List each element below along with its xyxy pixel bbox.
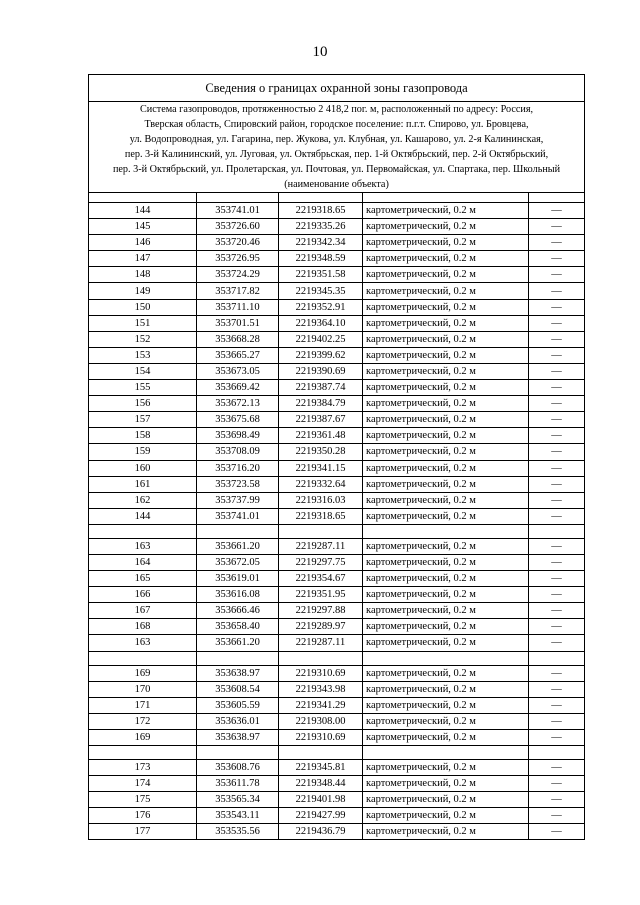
y-coordinate-cell: 2219361.48 [279, 428, 363, 444]
column-header-cell [363, 193, 529, 203]
empty-cell [529, 524, 585, 538]
x-coordinate-cell: 353741.01 [197, 203, 279, 219]
y-coordinate-cell: 2219348.59 [279, 251, 363, 267]
method-accuracy-cell: картометрический, 0.2 м [363, 412, 529, 428]
x-coordinate-cell: 353535.56 [197, 824, 279, 840]
method-accuracy-cell: картометрический, 0.2 м [363, 713, 529, 729]
method-accuracy-cell: картометрический, 0.2 м [363, 681, 529, 697]
method-accuracy-cell: картометрический, 0.2 м [363, 251, 529, 267]
method-accuracy-cell: картометрический, 0.2 м [363, 554, 529, 570]
table-row [89, 492, 585, 508]
empty-cell [529, 746, 585, 760]
table-row [89, 428, 585, 444]
description-dash-cell: — [529, 315, 585, 331]
description-dash-cell: — [529, 203, 585, 219]
description-dash-cell: — [529, 299, 585, 315]
table-row [89, 824, 585, 840]
point-number-cell: 161 [89, 476, 197, 492]
description-dash-cell: — [529, 665, 585, 681]
method-accuracy-cell: картометрический, 0.2 м [363, 267, 529, 283]
description-line: пер. 3-й Калининский, ул. Луговая, ул. Октябрьская, пер. 1-й Октябрьский, пер. 2-й Октябрьский, [124, 149, 549, 160]
description-dash-cell: — [529, 571, 585, 587]
y-coordinate-cell: 2219345.35 [279, 283, 363, 299]
table-row [89, 299, 585, 315]
table-row [89, 347, 585, 363]
description-dash-cell: — [529, 347, 585, 363]
empty-cell [197, 651, 279, 665]
description-dash-cell: — [529, 603, 585, 619]
y-coordinate-cell: 2219310.69 [279, 665, 363, 681]
table-row [89, 267, 585, 283]
table-body [89, 75, 585, 840]
description-dash-cell: — [529, 635, 585, 651]
y-coordinate-cell: 2219318.65 [279, 203, 363, 219]
description-dash-cell: — [529, 428, 585, 444]
description-line: Система газопроводов, протяженностью 2 418,2 пог. м, расположенный по адресу: Россия, [139, 104, 534, 115]
method-accuracy-cell: картометрический, 0.2 м [363, 571, 529, 587]
y-coordinate-cell: 2219287.11 [279, 538, 363, 554]
y-coordinate-cell: 2219289.97 [279, 619, 363, 635]
point-number-cell: 155 [89, 380, 197, 396]
point-number-cell: 145 [89, 219, 197, 235]
method-accuracy-cell: картометрический, 0.2 м [363, 219, 529, 235]
y-coordinate-cell: 2219348.44 [279, 776, 363, 792]
y-coordinate-cell: 2219310.69 [279, 729, 363, 745]
y-coordinate-cell: 2219297.88 [279, 603, 363, 619]
y-coordinate-cell: 2219308.00 [279, 713, 363, 729]
point-number-cell: 144 [89, 203, 197, 219]
x-coordinate-cell: 353720.46 [197, 235, 279, 251]
method-accuracy-cell: картометрический, 0.2 м [363, 824, 529, 840]
x-coordinate-cell: 353669.42 [197, 380, 279, 396]
description-dash-cell: — [529, 681, 585, 697]
x-coordinate-cell: 353675.68 [197, 412, 279, 428]
object-caption: (наименование объекта) [284, 179, 389, 190]
empty-cell [363, 651, 529, 665]
method-accuracy-cell: картометрический, 0.2 м [363, 380, 529, 396]
description-dash-cell: — [529, 760, 585, 776]
x-coordinate-cell: 353668.28 [197, 331, 279, 347]
column-header-cell [89, 193, 197, 203]
point-number-cell: 147 [89, 251, 197, 267]
y-coordinate-cell: 2219351.58 [279, 267, 363, 283]
point-number-cell: 169 [89, 665, 197, 681]
description-dash-cell: — [529, 331, 585, 347]
table-row [89, 697, 585, 713]
description-dash-cell: — [529, 554, 585, 570]
x-coordinate-cell: 353605.59 [197, 697, 279, 713]
y-coordinate-cell: 2219384.79 [279, 396, 363, 412]
x-coordinate-cell: 353665.27 [197, 347, 279, 363]
empty-cell [279, 524, 363, 538]
page-number: 10 [312, 44, 328, 60]
x-coordinate-cell: 353608.54 [197, 681, 279, 697]
method-accuracy-cell: картометрический, 0.2 м [363, 635, 529, 651]
point-number-cell: 177 [89, 824, 197, 840]
x-coordinate-cell: 353565.34 [197, 792, 279, 808]
description-line: Тверская область, Спировский район, городское поселение: п.г.т. Спирово, ул. Бровцева, [144, 119, 529, 130]
table-title: Сведения о границах охранной зоны газопровода [89, 75, 585, 102]
description-dash-cell: — [529, 396, 585, 412]
table-row [89, 331, 585, 347]
description-dash-cell: — [529, 251, 585, 267]
empty-cell [279, 746, 363, 760]
description-dash-cell: — [529, 283, 585, 299]
description-dash-cell: — [529, 619, 585, 635]
y-coordinate-cell: 2219401.98 [279, 792, 363, 808]
table-row [89, 713, 585, 729]
method-accuracy-cell: картометрический, 0.2 м [363, 347, 529, 363]
empty-cell [197, 524, 279, 538]
description-line: ул. Водопроводная, ул. Гагарина, пер. Жукова, ул. Клубная, ул. Кашарово, ул. 2-я Калининская, [129, 134, 544, 145]
x-coordinate-cell: 353711.10 [197, 299, 279, 315]
method-accuracy-cell: картометрический, 0.2 м [363, 729, 529, 745]
y-coordinate-cell: 2219390.69 [279, 363, 363, 379]
method-accuracy-cell: картометрический, 0.2 м [363, 665, 529, 681]
table-row [89, 412, 585, 428]
x-coordinate-cell: 353726.95 [197, 251, 279, 267]
point-number-cell: 158 [89, 428, 197, 444]
point-number-cell: 153 [89, 347, 197, 363]
x-coordinate-cell: 353658.40 [197, 619, 279, 635]
x-coordinate-cell: 353661.20 [197, 635, 279, 651]
method-accuracy-cell: картометрический, 0.2 м [363, 538, 529, 554]
point-number-cell: 166 [89, 587, 197, 603]
point-number-cell: 175 [89, 792, 197, 808]
description-dash-cell: — [529, 538, 585, 554]
description-dash-cell: — [529, 476, 585, 492]
method-accuracy-cell: картометрический, 0.2 м [363, 776, 529, 792]
description-dash-cell: — [529, 713, 585, 729]
method-accuracy-cell: картометрический, 0.2 м [363, 808, 529, 824]
method-accuracy-cell: картометрический, 0.2 м [363, 428, 529, 444]
x-coordinate-cell: 353698.49 [197, 428, 279, 444]
point-number-cell: 157 [89, 412, 197, 428]
table-row [89, 315, 585, 331]
y-coordinate-cell: 2219387.67 [279, 412, 363, 428]
x-coordinate-cell: 353619.01 [197, 571, 279, 587]
y-coordinate-cell: 2219399.62 [279, 347, 363, 363]
x-coordinate-cell: 353608.76 [197, 760, 279, 776]
x-coordinate-cell: 353708.09 [197, 444, 279, 460]
y-coordinate-cell: 2219387.74 [279, 380, 363, 396]
description-dash-cell: — [529, 444, 585, 460]
method-accuracy-cell: картометрический, 0.2 м [363, 603, 529, 619]
y-coordinate-cell: 2219364.10 [279, 315, 363, 331]
description-dash-cell: — [529, 235, 585, 251]
method-accuracy-cell: картометрический, 0.2 м [363, 299, 529, 315]
separator-row [89, 746, 585, 760]
x-coordinate-cell: 353543.11 [197, 808, 279, 824]
y-coordinate-cell: 2219297.75 [279, 554, 363, 570]
x-coordinate-cell: 353616.08 [197, 587, 279, 603]
description-dash-cell: — [529, 508, 585, 524]
y-coordinate-cell: 2219318.65 [279, 508, 363, 524]
description-dash-cell: — [529, 267, 585, 283]
table-row [89, 619, 585, 635]
method-accuracy-cell: картометрический, 0.2 м [363, 697, 529, 713]
description-dash-cell: — [529, 697, 585, 713]
point-number-cell: 169 [89, 729, 197, 745]
description-dash-cell: — [529, 492, 585, 508]
table-row [89, 460, 585, 476]
method-accuracy-cell: картометрический, 0.2 м [363, 492, 529, 508]
table-row [89, 635, 585, 651]
column-header-row [89, 193, 585, 203]
description-dash-cell: — [529, 460, 585, 476]
description-dash-cell: — [529, 729, 585, 745]
separator-row [89, 524, 585, 538]
x-coordinate-cell: 353737.99 [197, 492, 279, 508]
x-coordinate-cell: 353724.29 [197, 267, 279, 283]
y-coordinate-cell: 2219341.29 [279, 697, 363, 713]
point-number-cell: 176 [89, 808, 197, 824]
description-dash-cell: — [529, 412, 585, 428]
description-line: пер. 3-й Октябрьский, ул. Пролетарская, ул. Почтовая, ул. Первомайская, ул. Спартака, пер. Школьный [112, 164, 561, 175]
point-number-cell: 149 [89, 283, 197, 299]
description-dash-cell: — [529, 808, 585, 824]
point-number-cell: 150 [89, 299, 197, 315]
y-coordinate-cell: 2219342.34 [279, 235, 363, 251]
y-coordinate-cell: 2219351.95 [279, 587, 363, 603]
y-coordinate-cell: 2219354.67 [279, 571, 363, 587]
method-accuracy-cell: картометрический, 0.2 м [363, 587, 529, 603]
table-row [89, 554, 585, 570]
table-row [89, 283, 585, 299]
method-accuracy-cell: картометрический, 0.2 м [363, 460, 529, 476]
empty-cell [89, 746, 197, 760]
method-accuracy-cell: картометрический, 0.2 м [363, 203, 529, 219]
table-row [89, 792, 585, 808]
table-row [89, 396, 585, 412]
empty-cell [363, 746, 529, 760]
method-accuracy-cell: картометрический, 0.2 м [363, 363, 529, 379]
description-dash-cell: — [529, 380, 585, 396]
empty-cell [529, 651, 585, 665]
empty-cell [363, 524, 529, 538]
point-number-cell: 163 [89, 538, 197, 554]
x-coordinate-cell: 353672.05 [197, 554, 279, 570]
y-coordinate-cell: 2219343.98 [279, 681, 363, 697]
table-row [89, 235, 585, 251]
point-number-cell: 159 [89, 444, 197, 460]
method-accuracy-cell: картометрический, 0.2 м [363, 283, 529, 299]
point-number-cell: 170 [89, 681, 197, 697]
x-coordinate-cell: 353701.51 [197, 315, 279, 331]
table-row [89, 219, 585, 235]
method-accuracy-cell: картометрический, 0.2 м [363, 396, 529, 412]
point-number-cell: 165 [89, 571, 197, 587]
point-number-cell: 154 [89, 363, 197, 379]
point-number-cell: 146 [89, 235, 197, 251]
table-row [89, 681, 585, 697]
x-coordinate-cell: 353716.20 [197, 460, 279, 476]
table-row [89, 776, 585, 792]
y-coordinate-cell: 2219335.26 [279, 219, 363, 235]
point-number-cell: 148 [89, 267, 197, 283]
y-coordinate-cell: 2219352.91 [279, 299, 363, 315]
table-row [89, 760, 585, 776]
point-number-cell: 172 [89, 713, 197, 729]
x-coordinate-cell: 353741.01 [197, 508, 279, 524]
table-row [89, 808, 585, 824]
y-coordinate-cell: 2219427.99 [279, 808, 363, 824]
method-accuracy-cell: картометрический, 0.2 м [363, 444, 529, 460]
column-header-cell [529, 193, 585, 203]
description-row [89, 102, 585, 193]
y-coordinate-cell: 2219402.25 [279, 331, 363, 347]
separator-row [89, 651, 585, 665]
title-row [89, 75, 585, 102]
y-coordinate-cell: 2219436.79 [279, 824, 363, 840]
method-accuracy-cell: картометрический, 0.2 м [363, 508, 529, 524]
table-row [89, 665, 585, 681]
point-number-cell: 156 [89, 396, 197, 412]
y-coordinate-cell: 2219341.15 [279, 460, 363, 476]
table-row [89, 508, 585, 524]
table-row [89, 538, 585, 554]
method-accuracy-cell: картометрический, 0.2 м [363, 315, 529, 331]
description-dash-cell: — [529, 792, 585, 808]
point-number-cell: 163 [89, 635, 197, 651]
x-coordinate-cell: 353611.78 [197, 776, 279, 792]
x-coordinate-cell: 353673.05 [197, 363, 279, 379]
x-coordinate-cell: 353636.01 [197, 713, 279, 729]
table-row [89, 363, 585, 379]
point-number-cell: 152 [89, 331, 197, 347]
description-dash-cell: — [529, 824, 585, 840]
table-row [89, 603, 585, 619]
method-accuracy-cell: картометрический, 0.2 м [363, 331, 529, 347]
point-number-cell: 160 [89, 460, 197, 476]
x-coordinate-cell: 353638.97 [197, 665, 279, 681]
table-row [89, 587, 585, 603]
method-accuracy-cell: картометрический, 0.2 м [363, 792, 529, 808]
description-dash-cell: — [529, 363, 585, 379]
table-row [89, 251, 585, 267]
y-coordinate-cell: 2219316.03 [279, 492, 363, 508]
method-accuracy-cell: картометрический, 0.2 м [363, 235, 529, 251]
empty-cell [197, 746, 279, 760]
x-coordinate-cell: 353661.20 [197, 538, 279, 554]
table-row [89, 444, 585, 460]
point-number-cell: 151 [89, 315, 197, 331]
description-dash-cell: — [529, 219, 585, 235]
y-coordinate-cell: 2219345.81 [279, 760, 363, 776]
description-dash-cell: — [529, 776, 585, 792]
point-number-cell: 171 [89, 697, 197, 713]
point-number-cell: 167 [89, 603, 197, 619]
x-coordinate-cell: 353666.46 [197, 603, 279, 619]
x-coordinate-cell: 353638.97 [197, 729, 279, 745]
table-row [89, 729, 585, 745]
method-accuracy-cell: картометрический, 0.2 м [363, 619, 529, 635]
empty-cell [279, 651, 363, 665]
method-accuracy-cell: картометрический, 0.2 м [363, 760, 529, 776]
point-number-cell: 164 [89, 554, 197, 570]
empty-cell [89, 651, 197, 665]
x-coordinate-cell: 353723.58 [197, 476, 279, 492]
y-coordinate-cell: 2219287.11 [279, 635, 363, 651]
table-row [89, 380, 585, 396]
table-row [89, 203, 585, 219]
point-number-cell: 174 [89, 776, 197, 792]
column-header-cell [197, 193, 279, 203]
point-number-cell: 162 [89, 492, 197, 508]
empty-cell [89, 524, 197, 538]
object-description [89, 102, 585, 193]
method-accuracy-cell: картометрический, 0.2 м [363, 476, 529, 492]
point-number-cell: 173 [89, 760, 197, 776]
point-number-cell: 168 [89, 619, 197, 635]
table-row [89, 571, 585, 587]
description-dash-cell: — [529, 587, 585, 603]
table-row [89, 476, 585, 492]
point-number-cell: 144 [89, 508, 197, 524]
y-coordinate-cell: 2219332.64 [279, 476, 363, 492]
x-coordinate-cell: 353672.13 [197, 396, 279, 412]
column-header-cell [279, 193, 363, 203]
x-coordinate-cell: 353726.60 [197, 219, 279, 235]
y-coordinate-cell: 2219350.28 [279, 444, 363, 460]
x-coordinate-cell: 353717.82 [197, 283, 279, 299]
boundary-table [88, 74, 585, 840]
